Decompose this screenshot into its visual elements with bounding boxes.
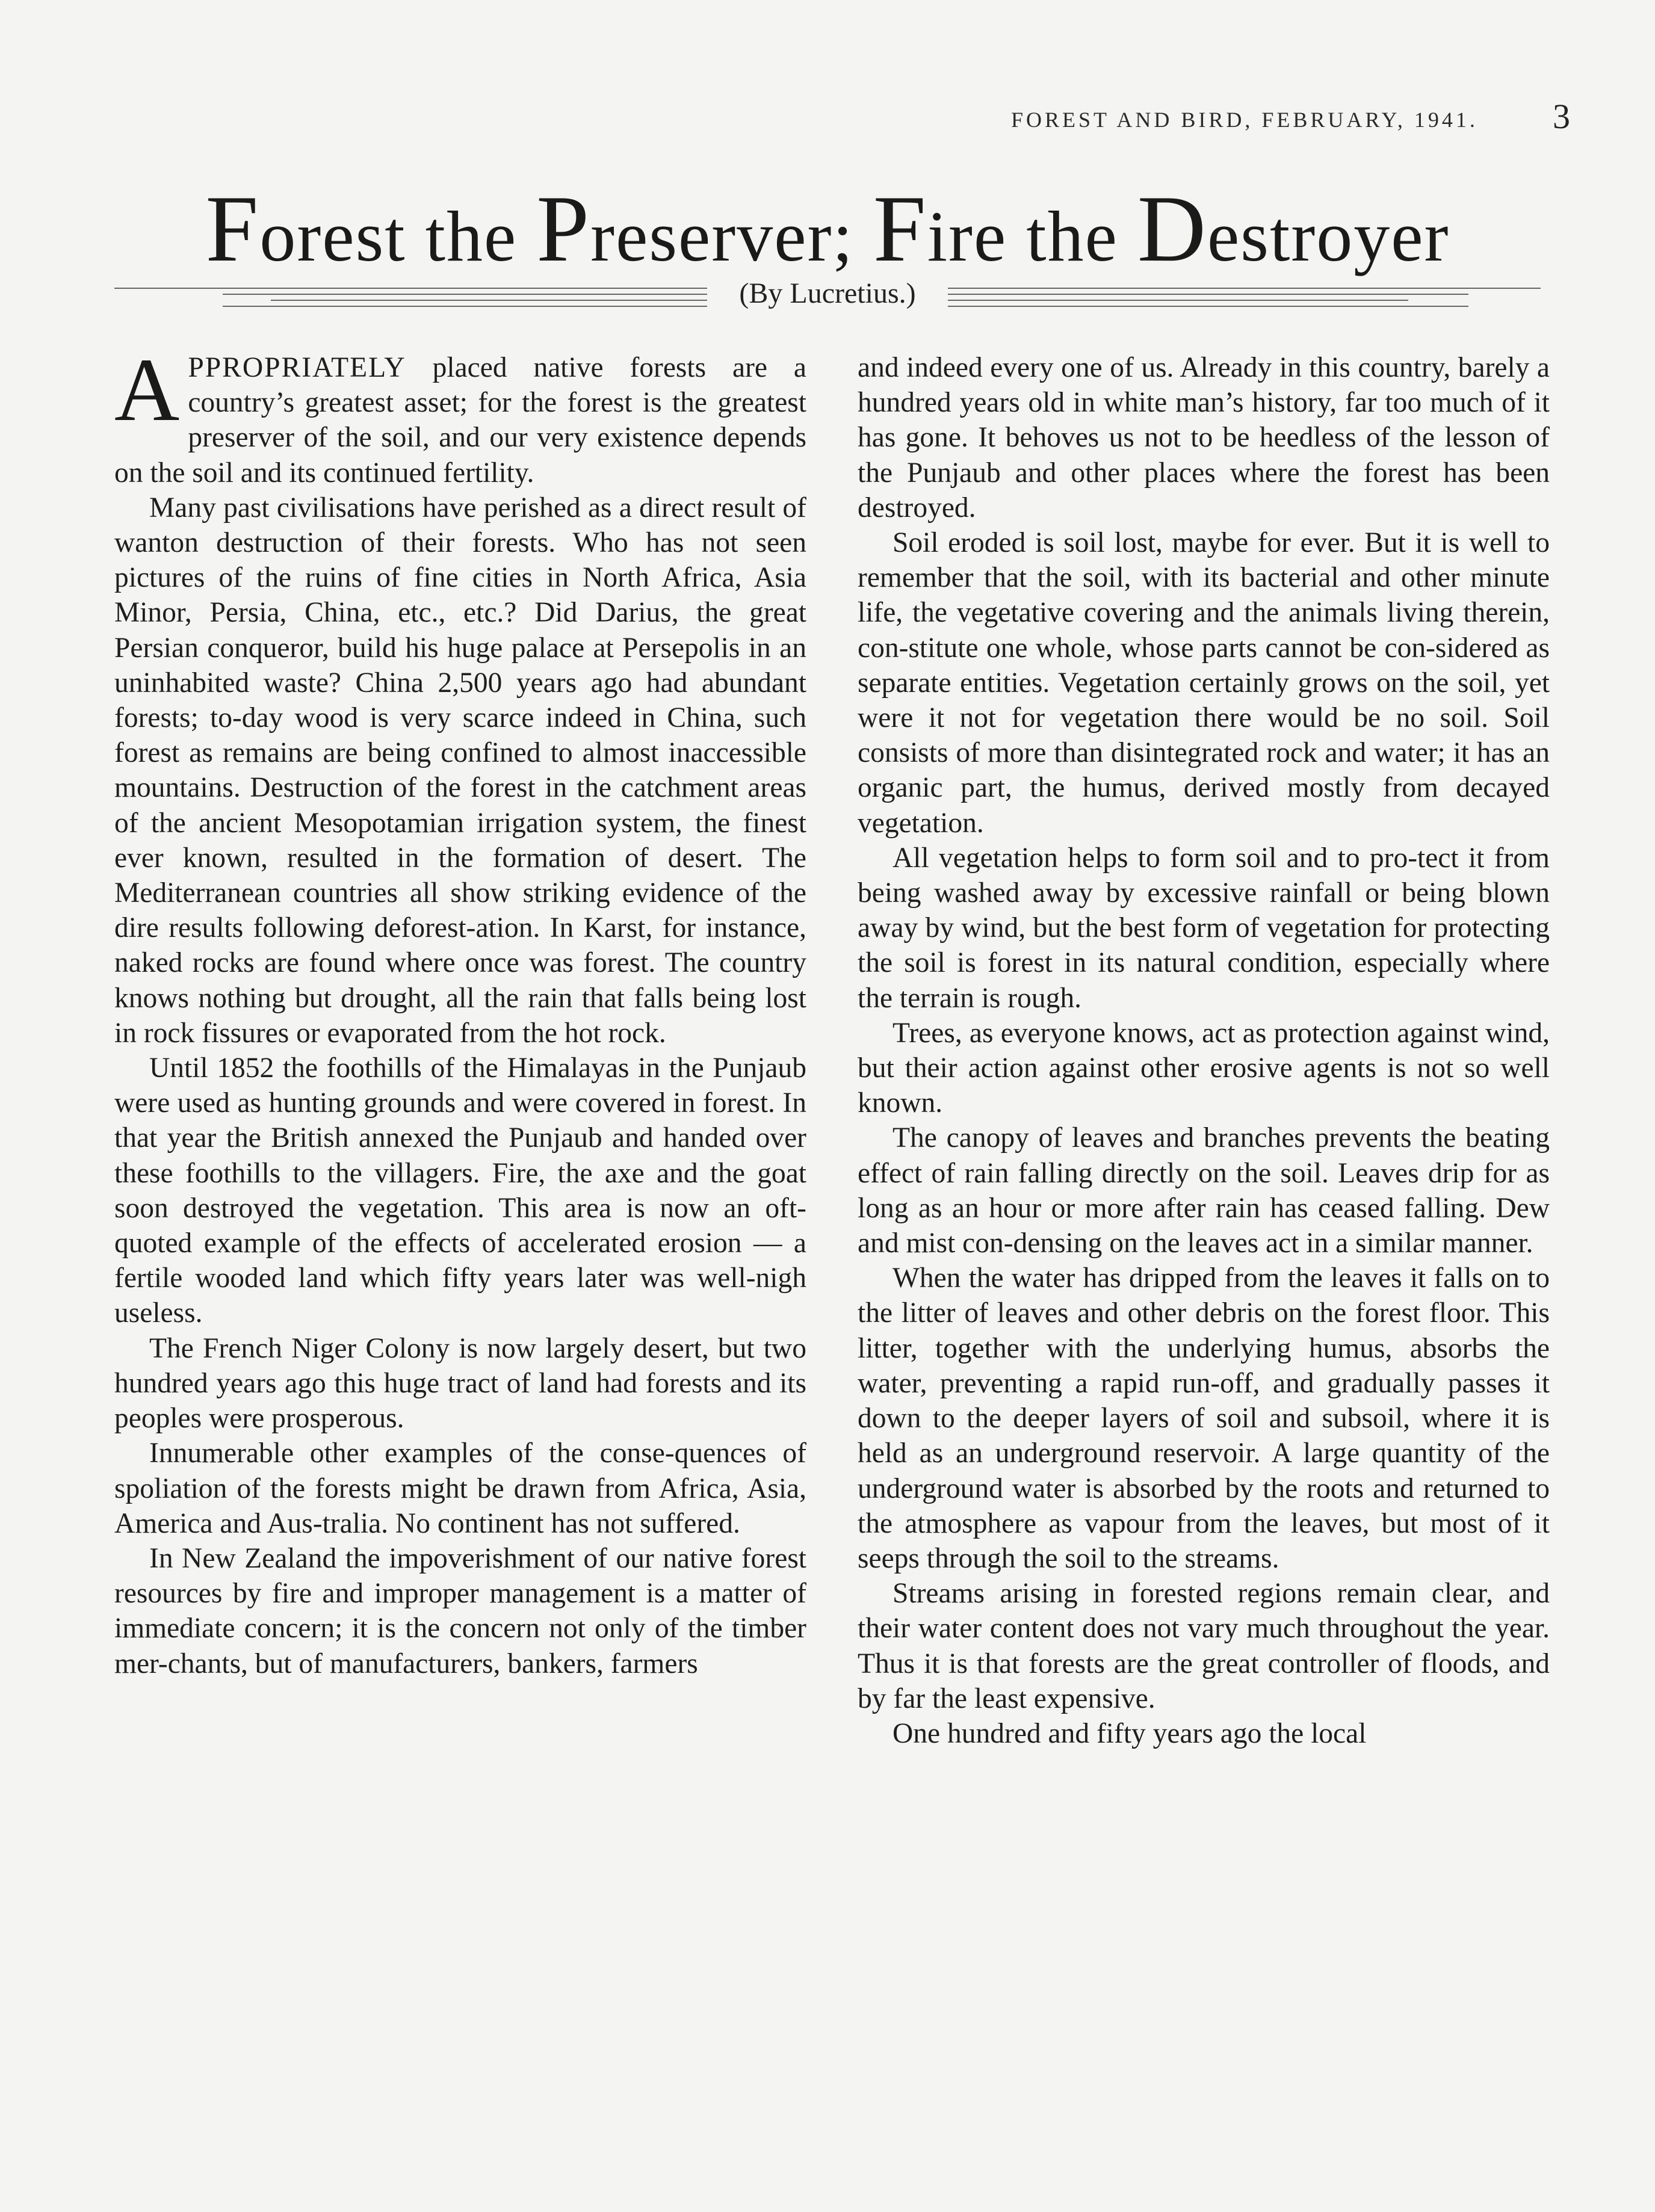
paragraph: In New Zealand the impoverishment of our native forest resources by fire and improper management is a matter of immediate concern; it is the concern not only of the timber mer-chants, but of manufacturers, bankers, farmers — [114, 1542, 806, 1679]
title-cap-1: F — [205, 176, 260, 282]
title-rest-2: reserver; — [590, 196, 873, 276]
title-cap-2: P — [536, 176, 591, 282]
paragraph: The canopy of leaves and branches prevents the beating effect of rain falling directly on the soil. Leaves drip for as long as an hour or more after rain has ceased falling. Dew and mist con-densing on the leaves act in a similar manner. — [858, 1122, 1550, 1259]
title-cap-4: D — [1137, 176, 1207, 282]
opening-paragraph — [114, 340, 806, 490]
paragraph: Innumerable other examples of the conse-quences of spoliation of the forests might be drawn from Africa, Asia, America and Aus-tralia. No continent has not suffered. — [114, 1438, 806, 1539]
byline-row — [114, 277, 1541, 325]
running-header: FOREST AND BIRD, FEBRUARY, 1941. — [1011, 108, 1478, 132]
paragraph: Many past civilisations have perished as a direct result of wanton destruction of their forests. Who has not seen pictures of the ruins of fine cities in North Africa, Asia Minor, Persia, China, etc., etc.? Did Darius, the great Persian conqueror, build his huge palace at Persepolis in an uninhabited waste? China 2,500 years ago had abundant forests; to-day wood is very scarce indeed in China, such forest as remains are being confined to almost inaccessible mountains. Destruction of the forest in the catchment areas of the ancient Mesopotamian irrigation system, the finest ever known, resulted in the formation of desert. The Mediterranean countries all show striking evidence of the dire results following deforest-ation. In Karst, for instance, naked rocks are found where once was forest. The country knows nothing but drought, all the rain that falls being lost in rock fissures or evaporated from the hot rock. — [114, 492, 806, 1049]
paragraph: When the water has dripped from the leaves it falls on to the litter of leaves and other debris on the forest floor. This litter, together with the underlying humus, absorbs the water, preventing a rapid run-off, and gradually passes it down to the deeper layers of soil and subsoil, where it is held as an underground reservoir. A large quantity of the underground water is absorbed by the roots and returned to the atmosphere as vapour from the leaves, but most of it seeps through the soil to the streams. — [858, 1262, 1550, 1574]
title-rest-3: ire the — [927, 196, 1137, 276]
paragraph: Streams arising in forested regions remain clear, and their water content does not vary much throughout the year. Thus it is that forests are the great controller of floods, and by far the least expensive. — [858, 1578, 1550, 1714]
title-rest-4: estroyer — [1207, 196, 1450, 276]
left-column — [114, 340, 806, 1681]
paragraph: Trees, as everyone knows, act as protection against wind, but their action against other erosive agents is not so well known. — [858, 1017, 1550, 1119]
paragraph: One hundred and fifty years ago the local — [892, 1717, 1367, 1749]
opening-caps: PPROPRIATELY — [188, 352, 406, 383]
paragraph: Soil eroded is soil lost, maybe for ever. But it is well to remember that the soil, with its bacterial and other minute life, the vegetative covering and the animals living therein, con-stitute one whole, whose parts cannot be con-sidered as separate entities. Vegetation certainly grows on the soil, yet were it not for vegetation there would be no soil. Soil consists of more than disintegrated rock and water; it has an organic part, the humus, derived mostly from decayed vegetation. — [858, 527, 1550, 839]
byline: (By Lucretius.) — [739, 277, 916, 309]
rule-right — [948, 288, 1541, 312]
title-rest-1: orest the — [259, 196, 537, 276]
paragraph: The French Niger Colony is now largely desert, but two hundred years ago this huge tract of land had forests and its peoples were prosperous. — [114, 1332, 806, 1435]
title-cap-3: F — [873, 176, 927, 282]
continued-paragraph: and indeed every one of us. Already in this country, barely a hundred years old in white man’s history, far too much of it has gone. It behoves us not to be heedless of the lesson of the Punjaub and other places where the forest has been destroyed. — [858, 352, 1550, 524]
paragraph: All vegetation helps to form soil and to pro-tect it from being washed away by excessive rainfall or being blown away by wind, but the best form of vegetation for protecting the soil is forest in its natural condition, especially where the terrain is rough. — [858, 842, 1550, 1014]
rule-left — [114, 288, 707, 312]
article-title — [0, 175, 1655, 284]
page-number: 3 — [1553, 97, 1570, 136]
right-column — [858, 350, 1550, 1751]
opening-text: placed native forests are a country’s greatest asset; for the forest is the greatest preserver of the soil, and our very existence depends on the soil and its continued fertility. — [114, 352, 806, 489]
drop-cap: A — [114, 340, 180, 440]
paragraph: Until 1852 the foothills of the Himalayas in the Punjaub were used as hunting grounds and were covered in forest. In that year the British annexed the Punjaub and handed over these foothills to the villagers. Fire, the axe and the goat soon destroyed the vegetation. This area is now an oft-quoted example of the effects of accelerated erosion — a fertile wooded land which fifty years later was well-nigh useless. — [114, 1052, 806, 1329]
